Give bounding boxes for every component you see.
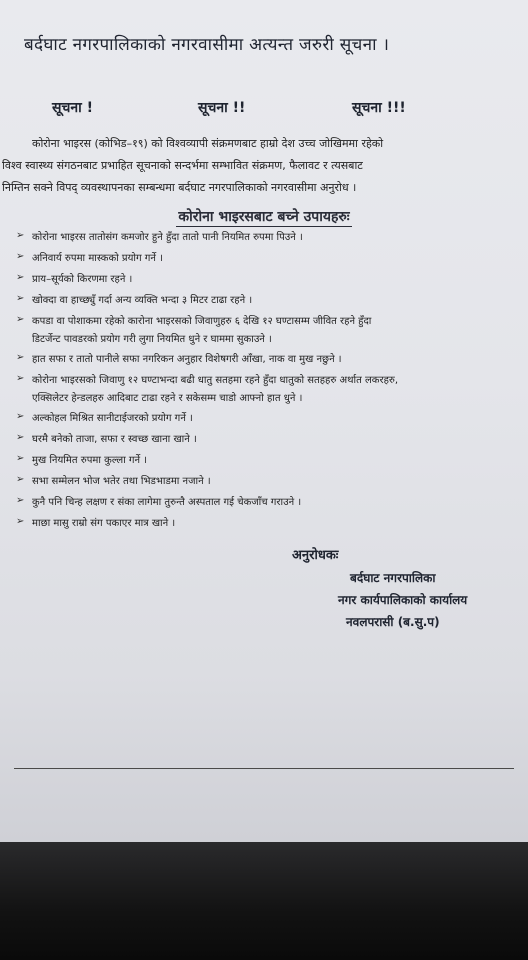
list-item: ➢ अल्कोहल मिश्रित सानीटाईजरको प्रयोग गर्ने । [16, 411, 193, 424]
list-item: ➢ मुख नियमित रुपमा कुल्ला गर्ने । [16, 453, 148, 466]
intro-line-1: कोरोना भाइरस (कोभिड–१९) को विश्वव्यापी संक्रमणबाट हाम्रो देश उच्च जोखिममा रहेको [32, 137, 384, 150]
list-item: ➢ घरमै बनेको ताजा, सफा र स्वच्छ खाना खाने । [16, 432, 197, 445]
background-surface [0, 842, 528, 960]
signature-line-3: नवलपरासी (ब.सु.प) [346, 615, 440, 629]
intro-paragraph [0, 133, 528, 199]
arrowhead-bullet-icon: ➢ [16, 474, 25, 485]
arrowhead-bullet-icon: ➢ [16, 293, 25, 304]
arrowhead-bullet-icon: ➢ [16, 251, 25, 262]
arrowhead-bullet-icon: ➢ [16, 230, 25, 241]
notice-label-2: सूचना !! [198, 100, 246, 116]
signature-line-2: नगर कार्यपालिकाको कार्यालय [338, 593, 468, 607]
list-item: ➢ माछा मासु राम्रो संग पकाएर मात्र खाने । [16, 516, 176, 529]
list-item: ➢ कोरोना भाइरसको जिवाणु १२ घण्टाभन्दा बढी धातु सतहमा रहने हुँदा धातुको सतहहरु अर्थात लकरहरु, एक्सिलेटर हेन्डलहरु आदिबाट टाढा रहने र सकेसम्म चाडो आफ्नो हात धुने । [16, 373, 399, 404]
signature-line-1: बर्दघाट नगरपालिका [350, 571, 436, 585]
list-item: ➢ हात सफा र तातो पानीले सफा नगरिकन अनुहार विशेषगरी आँखा, नाक वा मुख नछुने । [16, 352, 342, 365]
notice-label-1: सूचना ! [52, 100, 94, 116]
section-heading [0, 206, 528, 227]
page-title: बर्दघाट नगरपालिकाको नगरवासीमा अत्यन्त जरुरी सूचना । [24, 35, 390, 55]
section-heading-text: कोरोना भाइरसबाट बच्ने उपायहरुः [178, 209, 350, 225]
intro-line-3: निम्तिन सक्ने विपद् व्यवस्थापनका सम्बन्धमा बर्दघाट नगरपालिकाको नगरवासीमा अनुरोध । [2, 181, 357, 194]
notice-label-3: सूचना !!! [352, 100, 406, 116]
arrowhead-bullet-icon: ➢ [16, 352, 25, 363]
arrowhead-bullet-icon: ➢ [16, 411, 25, 422]
requester-label: अनुरोधकः [292, 548, 339, 563]
list-item: ➢ प्राय–सूर्यको किरणमा रहने । [16, 272, 133, 285]
divider [14, 768, 514, 769]
arrowhead-bullet-icon: ➢ [16, 432, 25, 443]
notice-row [0, 98, 528, 122]
arrowhead-bullet-icon: ➢ [16, 453, 25, 464]
list-item: ➢ कपडा वा पोशाकमा रहेको कारोना भाइरसको जिवाणुहरु ६ देखि १२ घण्टासम्म जीवित रहने हुँदा डिटर्जेन्ट पावडरको प्रयोग गरी लुगा नियमित धुने र घाममा सुकाउने । [16, 314, 372, 345]
arrowhead-bullet-icon: ➢ [16, 516, 25, 527]
list-item: ➢ कुनै पनि चिन्ह लक्षण र संका लागेमा तुरुन्तै अस्पताल गई चेकजाँच गराउने । [16, 495, 302, 508]
list-item: ➢ सभा सम्मेलन भोज भतेर तथा भिडभाडमा नजाने । [16, 474, 211, 487]
arrowhead-bullet-icon: ➢ [16, 495, 25, 506]
signature-block [292, 545, 522, 633]
list-item: ➢ कोरोना भाइरस तातोसंग कमजोर हुने हुँदा तातो पानी नियमित रुपमा पिउने । [16, 230, 303, 243]
arrowhead-bullet-icon: ➢ [16, 314, 25, 325]
measures-list [16, 229, 522, 536]
list-item: ➢ खोक्दा वा हाच्छ्युँ गर्दा अन्य व्यक्ति भन्दा ३ मिटर टाढा रहने । [16, 293, 253, 306]
arrowhead-bullet-icon: ➢ [16, 373, 25, 384]
list-item: ➢ अनिवार्य रुपमा मास्कको प्रयोग गर्ने । [16, 251, 163, 264]
intro-line-2: विश्व स्वास्थ्य संगठनबाट प्रभाहित सूचनाको सन्दर्भमा सम्भावित संक्रमण, फैलावट र त्यसबाट [2, 159, 363, 172]
arrowhead-bullet-icon: ➢ [16, 272, 25, 283]
